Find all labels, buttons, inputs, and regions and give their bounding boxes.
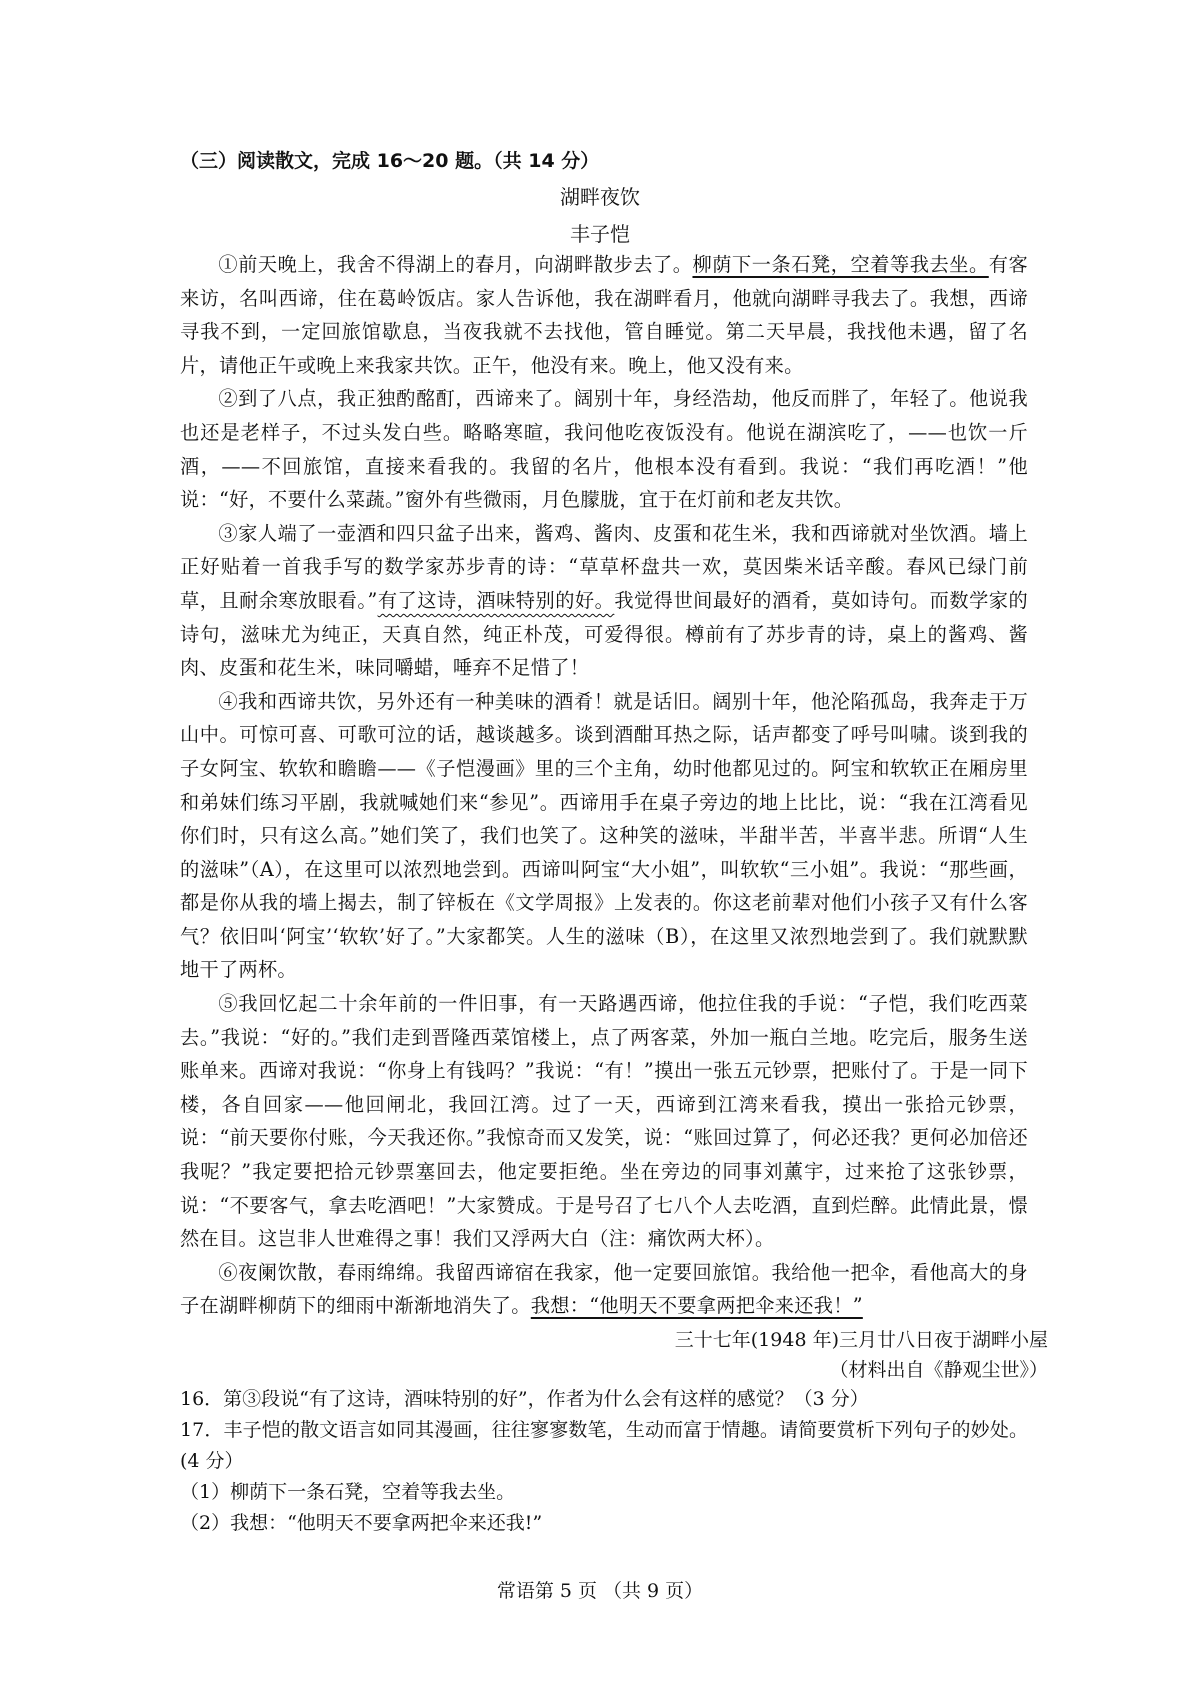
page-footer: 常语第 5 页 （共 9 页）	[496, 1580, 704, 1602]
section-heading: （三）阅读散文，完成 16～20 题。（共 14 分）	[180, 150, 600, 172]
essay-paragraph-4	[180, 685, 1028, 987]
essay-paragraph-5	[180, 987, 1028, 1256]
paragraph-text: ⑤我回忆起二十余年前的一件旧事，有一天路遇西谛，他拉住我的手说：“子恺，我们吃西菜去。”我说：“好的。”我们走到晋隆西菜馆楼上，点了两客菜，外加一瓶白兰地。吃完后，服务生送账单来。西谛对我说：“你身上有钱吗？”我说：“有！”摸出一张五元钞票，把账付了。于是一同下楼，各自回家——他回闸北，我回江湾。过了一天，西谛到江湾来看我，摸出一张拾元钞票，说：“前天要你付账，今天我还你。”我惊奇而又发笑，说：“账回过算了，何必还我？更何必加倍还我呢？”我定要把拾元钞票塞回去，他定要拒绝。坐在旁边的同事刘薰宇，过来抢了这张钞票，说：“不要客气，拿去吃酒吧！”大家赞成。于是号召了七八个人去吃酒，直到烂醉。此情此景，憬然在目。这岂非人世难得之事！我们又浮两大白（注：痛饮两大杯）。	[180, 992, 1028, 1251]
essay-body	[180, 248, 1028, 1323]
question-17: 17．丰子恺的散文语言如同其漫画，往往寥寥数笔，生动而富于情趣。请简要赏析下列句子的妙处。(4 分）	[180, 1419, 1028, 1472]
paragraph-text: ②到了八点，我正独酌酩酊，西谛来了。阔别十年，身经浩劫，他反而胖了，年轻了。他说我也还是老样子，不过头发白些。略略寒暄，我问他吃夜饭没有。他说在湖滨吃了，——也饮一斤酒，——不回旅馆，直接来看我的。我留的名片，他根本没有看到。我说：“我们再吃酒！”他说：“好，不要什么菜蔬。”窗外有些微雨，月色朦胧，宜于在灯前和老友共饮。	[180, 387, 1028, 512]
essay-paragraph-3	[180, 517, 1028, 685]
essay-paragraph-2	[180, 382, 1028, 516]
paragraph-text: ①前天晚上，我舍不得湖上的春月，向湖畔散步去了。	[218, 253, 693, 276]
paragraph-text: 有客来访，名叫西谛，住在葛岭饭店。家人告诉他，我在湖畔看月，他就向湖畔寻我去了。我想，西谛寻我不到，一定回旅馆歇息，当夜我就不去找他，管自睡觉。第二天早晨，我找他未遇，留了名片，请他正午或晚上来我家共饮。正午，他没有来。晚上，他又没有来。	[180, 253, 1029, 377]
wavy-underlined-sentence: 有了这诗，酒味特别的好。	[377, 588, 615, 612]
paragraph-text: 我觉得世间最好的酒肴，莫如诗句。而数学家的诗句，滋味尤为纯正，天真自然，纯正朴茂，可爱得很。樽前有了苏步青的诗，桌上的酱鸡、酱肉、皮蛋和花生米，味同嚼蜡，唾弃不足惜了！	[180, 588, 1028, 680]
paragraph-text: ④我和西谛共饮，另外还有一种美味的酒肴！就是话旧。阔别十年，他沦陷孤岛，我奔走于万山中。可惊可喜、可歌可泣的话，越谈越多。谈到酒酣耳热之际，话声都变了呼号叫啸。谈到我的子女阿宝、软软和瞻瞻——《子恺漫画》里的三个主角，幼时他都见过的。阿宝和软软正在厢房里和弟妹们练习平剧，我就喊她们来“参见”。西谛用手在桌子旁边的地上比比，说：“我在江湾看见你们时，只有这么高。”她们笑了，我们也笑了。这种笑的滋味，半甜半苦，半喜半悲。所谓“人生的滋味”（A），在这里可以浓烈地尝到。西谛叫阿宝“大小姐”，叫软软“三小姐”。我说：“那些画，都是你从我的墙上揭去，制了锌板在《文学周报》上发表的。你这老前辈对他们小孩子又有什么客气？依旧叫‘阿宝’‘软软’好了。”大家都笑。人生的滋味（B），在这里又浓烈地尝到了。我们就默默地干了两杯。	[180, 689, 1028, 982]
essay-author: 丰子恺	[570, 222, 630, 246]
question-16: 16．第③段说“有了这诗，酒味特别的好”，作者为什么会有这样的感觉？（3 分）	[180, 1388, 869, 1410]
paragraph-text: ③家人端了一壶酒和四只盆子出来，酱鸡、酱肉、皮蛋和花生米，我和西谛就对坐饮酒。墙上正好贴着一首我手写的数学家苏步青的诗：“草草杯盘共一欢，莫因柴米话辛酸。春风已绿门前草，且耐余寒放眼看。”	[180, 521, 1028, 612]
essay-paragraph-6	[180, 1256, 1028, 1323]
question-17-item-1: （1）柳荫下一条石凳，空着等我去坐。	[180, 1481, 516, 1503]
underlined-sentence: 我想：“他明天不要拿两把伞来还我！”	[530, 1294, 863, 1318]
underlined-sentence: 柳荫下一条石凳，空着等我去坐。	[692, 253, 989, 276]
essay-source: （材料出自《静观尘世》）	[829, 1359, 1048, 1381]
question-17-item-2: （2）我想：“他明天不要拿两把伞来还我!”	[180, 1512, 543, 1534]
paragraph-text: ⑥夜阑饮散，春雨绵绵。我留西谛宿在我家，他一定要回旅馆。我给他一把伞，看他高大的身子在湖畔柳荫下的细雨中渐渐地消失了。	[180, 1260, 1028, 1318]
essay-signoff: 三十七年(1948 年)三月廿八日夜于湖畔小屋	[674, 1329, 1048, 1351]
essay-title: 湖畔夜饮	[560, 185, 640, 209]
question-list	[180, 1384, 1028, 1539]
essay-paragraph-1	[180, 248, 1028, 382]
